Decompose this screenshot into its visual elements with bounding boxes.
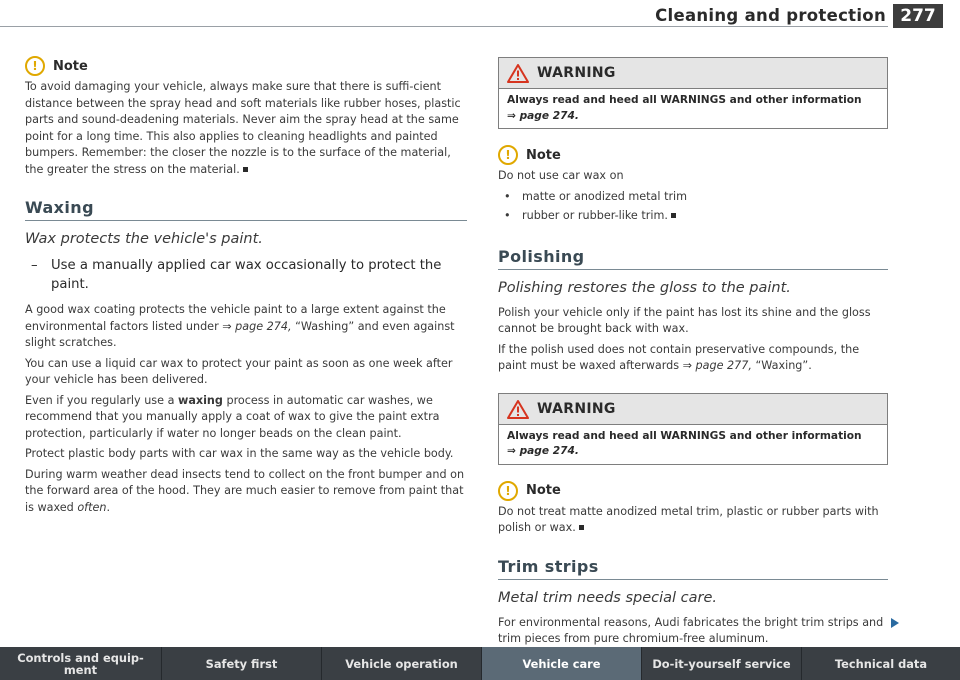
tab-vehicle-operation[interactable]: Vehicle operation [322,647,482,680]
section-heading-waxing: Waxing [25,198,467,221]
end-mark-icon [671,213,676,218]
note-icon: ! [25,56,45,76]
section-subheading: Wax protects the vehicle's paint. [25,231,263,247]
paragraph: If the polish used does not contain preservative compounds, the paint must be waxed afterwards ⇒ page 277, “Waxing”. [498,342,860,372]
tab-safety-first[interactable]: Safety first [162,647,322,680]
list-item: • rubber or rubber-like trim. [498,208,888,225]
paragraph: Protect plastic body parts with car wax in the same way as the vehicle body. [25,447,454,460]
warning-triangle-icon [507,399,529,419]
tab-do-it-yourself-service[interactable]: Do-it-yourself service [642,647,802,680]
tab-controls-and-equipment[interactable]: Controls and equip- ment [0,647,162,680]
right-column [498,57,888,652]
note-text: To avoid damaging your vehicle, always make sure that there is suffi-cient distance between the spray head and soft materials like rubber hoses, plastic parts and sound-deadening materials. Never aim the spray head at the same point for a long time. This also applies to cleaning headlights and painted bumpers. Remember: the closer the nozzle is to the surface of the material, the greater the stress on the material. [25,80,461,176]
list-item: • matte or anodized metal trim [504,189,688,203]
page-reference-link[interactable]: ⇒ page 274. [507,109,579,122]
page-number: 277 [893,4,943,28]
end-mark-icon [579,525,584,530]
warning-text: Always read and heed all WARNINGS and other information [507,94,862,106]
warning-title: WARNING [537,65,616,81]
warning-triangle-icon [507,63,529,83]
header-rule [0,26,888,27]
page-reference-link[interactable]: ⇒ page 274. [507,445,579,457]
tab-technical-data[interactable]: Technical data [834,656,928,671]
section-heading-trim-strips: Trim strips [498,557,888,580]
paragraph: You can use a liquid car wax to protect your paint as soon as one week after your vehicle has been delivered. [25,356,453,386]
section-heading-polishing: Polishing [498,247,888,270]
chapter-nav-bar [0,647,960,680]
note-icon: ! [498,145,518,165]
warning-box [498,57,888,129]
tab-vehicle-care[interactable]: Vehicle care [482,647,642,680]
page-reference-link[interactable]: ⇒ page 277, [682,359,752,372]
note-title: Note [526,483,561,498]
warning-text: Always read and heed all WARNINGS and other information [507,429,862,442]
page-reference-link[interactable]: ⇒ page 274, [222,319,292,333]
note-text: Do not treat matte anodized metal trim, plastic or rubber parts with polish or wax. [498,504,879,534]
header-title: Cleaning and protection [655,6,886,25]
note-header [25,56,467,76]
section-subheading: Polishing restores the gloss to the paint. [498,279,791,296]
note-header [498,481,888,501]
warning-title: WARNING [537,400,616,417]
paragraph: Polish your vehicle only if the paint has lost its shine and the gloss cannot be brought back with wax. [498,305,871,335]
note-title: Note [53,58,88,74]
section-subheading: Metal trim needs special care. [498,589,718,606]
paragraph: For environmental reasons, Audi fabricates the bright trim strips and trim pieces from pure chromium-free aluminum. [498,615,884,645]
instruction-step: – Use a manually applied car wax occasionally to protect the paint. [31,258,442,292]
note-icon: ! [498,481,518,501]
warning-box [498,393,888,465]
end-mark-icon [243,167,248,172]
paragraph: During warm weather dead insects tend to collect on the front bumper and on the forward area of the hood. They are much easier to remove from paint that is waxed often. [25,467,465,514]
paragraph: A good wax coating protects the vehicle paint to a large extent against the environmental factors listed under ⇒ page 274, “Washing” and even against slight scratches. [25,303,455,349]
note-header [498,145,888,165]
paragraph: Even if you regularly use a waxing process in automatic car washes, we recommend that you manually apply a coat of wax to give the paint extra protection, particularly if water no longer beads on the clean paint. [25,393,440,440]
note-title: Note [526,147,561,163]
note-text: Do not use car wax on [498,169,624,182]
left-column [25,56,467,520]
continue-arrow-icon [891,618,899,628]
